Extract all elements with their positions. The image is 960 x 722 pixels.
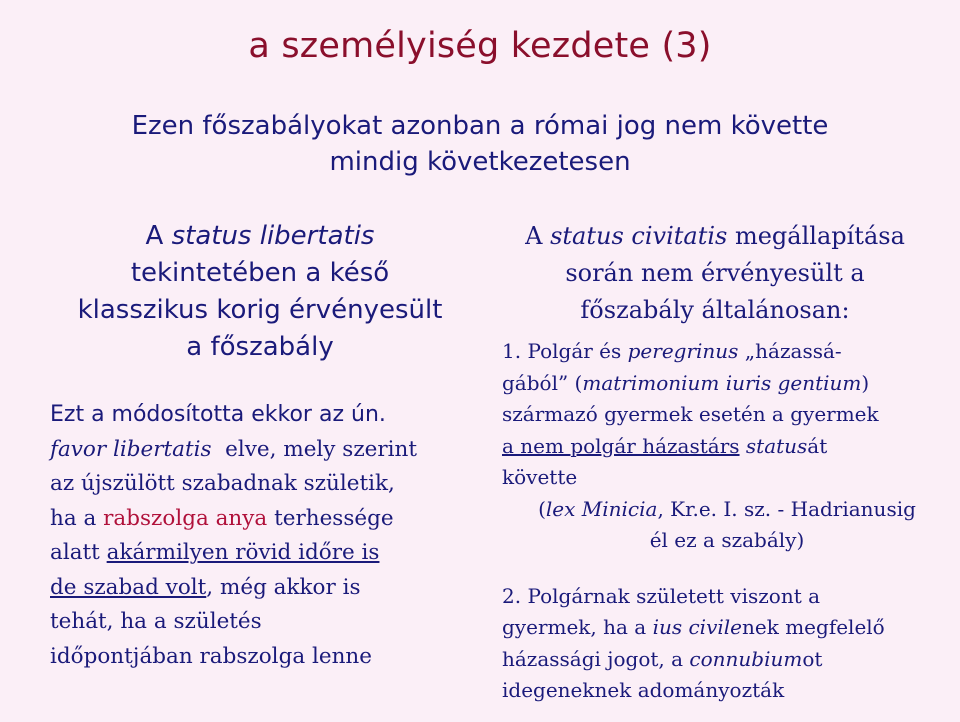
point-1-line-1	[502, 336, 952, 368]
point-1-line-4	[502, 431, 952, 463]
left-heading-line-1	[40, 218, 480, 255]
left-body-line-3: az újszülött szabadnak születik,	[50, 471, 395, 496]
peregrinus-term: peregrinus	[627, 339, 739, 363]
text: (	[538, 496, 546, 521]
point-1-line-5: követte	[502, 465, 578, 489]
point-2-line-1: 2. Polgárnak született viszont a	[502, 583, 821, 608]
slide-subtitle	[0, 108, 960, 180]
underlined-phrase: de szabad volt	[50, 574, 207, 600]
connubium-term: connubium	[689, 646, 803, 671]
text: gyermek, ha a	[502, 615, 653, 639]
status-libertatis-term: status libertatis	[171, 221, 375, 251]
left-heading-line-2: tekintetében a késő	[130, 258, 390, 288]
text: alatt	[50, 540, 107, 565]
right-heading-line-2: során nem érvényesült a	[565, 259, 865, 287]
right-column-body	[502, 336, 952, 707]
right-heading-line-1	[470, 218, 960, 255]
text: A	[525, 222, 551, 250]
subtitle-line-2: mindig következetesen	[329, 147, 631, 177]
text: elve, mely szerint	[211, 436, 418, 462]
point-2-line-2	[502, 612, 952, 644]
left-heading-line-4: a főszabály	[186, 332, 334, 362]
text: nek megfelelő	[742, 615, 885, 639]
lex-minicia-term: lex Minicia	[545, 496, 658, 521]
point-1-line-3: származó gyermek esetén a gyermek	[502, 402, 879, 426]
left-body-line-8: időpontjában rabszolga lenne	[50, 643, 372, 669]
underlined-phrase: a nem polgár házastárs	[502, 433, 740, 458]
left-body-line-6	[50, 571, 480, 606]
text: A	[145, 221, 172, 251]
right-heading-line-3: főszabály általánosan:	[580, 296, 850, 324]
text: 1. Polgár és	[502, 339, 628, 363]
left-body-line-5	[50, 536, 480, 571]
subtitle-line-1: Ezen főszabályokat azonban a római jog nem követte	[131, 111, 829, 141]
status-term: status	[739, 433, 808, 458]
left-heading-line-3: klasszikus korig érvényesült	[77, 295, 443, 325]
text: terhessége	[267, 505, 394, 531]
text: ha a	[50, 505, 104, 531]
text: házassági jogot, a	[502, 646, 690, 671]
spacer	[502, 557, 952, 581]
slide-title: a személyiség kezdete (3)	[248, 26, 712, 66]
text: )	[861, 370, 870, 395]
text: gából” (	[502, 370, 583, 395]
text: át	[807, 433, 828, 458]
underlined-phrase: akármilyen rövid időre is	[106, 540, 380, 565]
point-1-line-2	[502, 368, 952, 400]
text: ot	[802, 646, 823, 671]
favor-libertatis-term: favor libertatis	[50, 436, 212, 462]
left-body-line-2	[50, 433, 480, 468]
text: megállapítása	[727, 222, 905, 250]
point-1-line-6	[502, 494, 952, 526]
text: , még akkor is	[206, 574, 361, 600]
left-column-heading	[40, 218, 480, 366]
matrimonium-term: matrimonium iuris gentium	[582, 370, 862, 395]
left-body-line-1: Ezt a módosította ekkor az ún.	[50, 402, 386, 427]
ius-civile-term: ius civile	[652, 615, 743, 639]
left-body-line-4	[50, 502, 480, 537]
text: „házassá-	[738, 339, 842, 363]
left-body-line-7: tehát, ha a születés	[50, 609, 262, 634]
left-column-body	[50, 398, 480, 674]
point-2-line-3	[502, 644, 952, 676]
right-column-heading	[470, 218, 960, 329]
point-1-line-7: él ez a szabály)	[649, 528, 805, 552]
point-2-line-4: idegeneknek adományozták	[502, 678, 785, 702]
text: , Kr.e. I. sz. - Hadrianusig	[657, 496, 916, 521]
rabszolga-anya-highlight: rabszolga anya	[103, 505, 268, 531]
status-civitatis-term: status civitatis	[550, 222, 728, 250]
